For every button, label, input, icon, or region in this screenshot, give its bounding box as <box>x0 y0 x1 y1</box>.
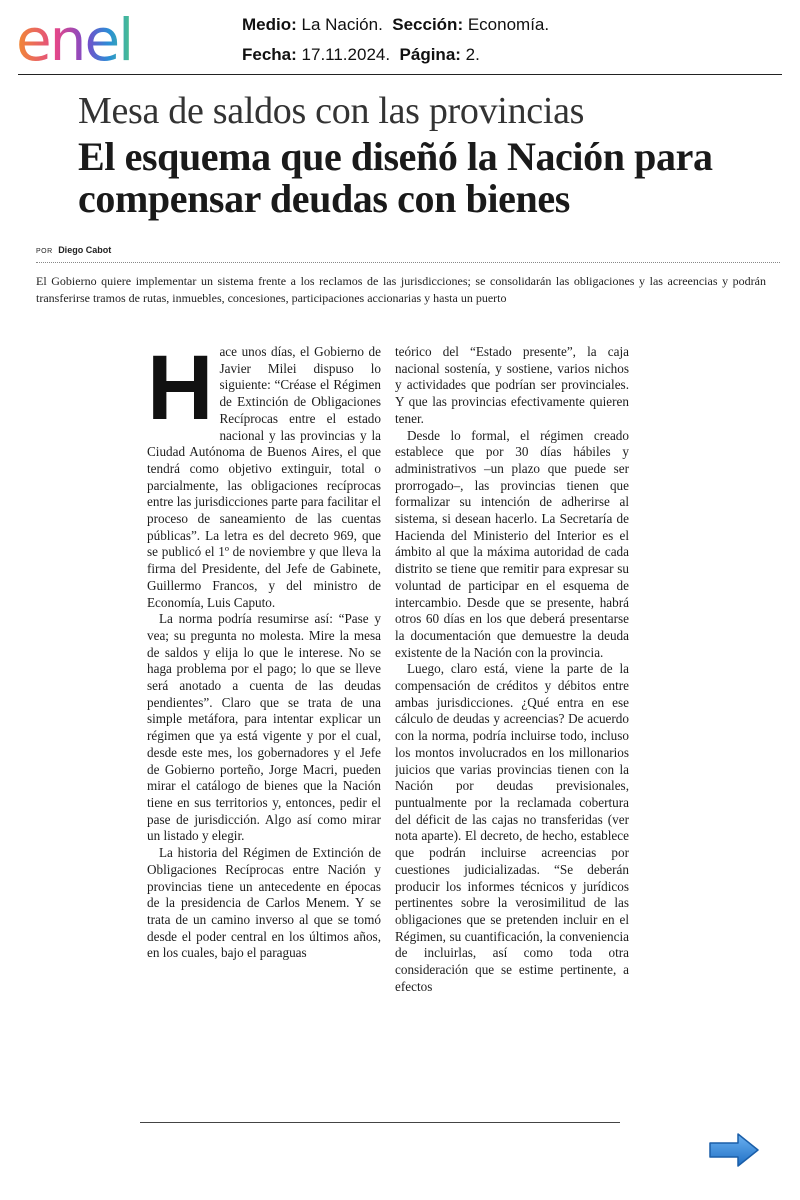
byline-prefix: POR <box>36 248 53 255</box>
medio-value: La Nación. <box>301 15 383 34</box>
pagina-label: Página: <box>399 45 461 64</box>
article-lede: El Gobierno quiere implementar un sistema frente a los reclamos de las jurisdicciones; se consolidarán las obligaciones y las acreencias y podrán transferirse tramos de rutas, inmuebles, concesiones, participaciones accionarias y hasta un puerto <box>36 274 766 305</box>
pagina-value: 2. <box>465 45 480 64</box>
paragraph-text: ace unos días, el Gobierno de Javier Milei dispuso lo siguiente: “Créase el Régimen de Extinción de Obligaciones Recíprocas entre el estado nacional y las provincias y la Ciudad Autónoma de Buenos Aires, el que tendrá como objetivo extinguir, total o parcialmente, las obligaciones recíprocas entre las jurisdicciones parte para facilitar el proceso de saneamiento de las cuentas públicas”. La letra es del decreto 969, que se publicó el 1º de noviembre y que lleva la firma del Presidente, del Jefe de Gabinete, Guillermo Francos, y del ministro de Economía, Luis Caputo. <box>147 344 381 610</box>
enel-logo <box>14 8 184 70</box>
article-kicker: Mesa de saldos con las provincias <box>78 90 585 132</box>
clipping-meta <box>242 10 549 70</box>
medio-label: Medio: <box>242 15 297 34</box>
byline-author: Diego Cabot <box>58 245 112 255</box>
body-paragraph: Luego, claro está, viene la parte de la compensación de créditos y débitos entre ambas jurisdicciones. ¿Qué entra en ese cálculo de deudas y acreencias? De acuerdo con la norma, podría incluirse todo, incluso los montos involucrados en los millonarios juicios que varias provincias tienen con la Nación por deudas previsionales, puntualmente por la reclamada cobertura del déficit de las cajas no transferidas (ver nota aparte). El decreto, de hecho, establece que podrán incluirse acreencias por cuestiones judicializadas. “Se deberán producir los informes técnicos y jurídicos pertinentes sobre la verosimilitud de las obligaciones que se pretenden incluir en el Régimen, su cuantificación, la conveniencia de incluirlas, así como toda otra consideración que se estime pertinente, a efectos <box>395 661 629 994</box>
fecha-label: Fecha: <box>242 45 297 64</box>
seccion-value: Economía. <box>467 15 550 34</box>
byline-divider <box>36 262 780 263</box>
body-paragraph: teórico del “Estado presente”, la caja nacional sostenía, y sostiene, varios nichos y actividades que podrían ser provinciales. Y que las provincias efectivamente quieren tener. <box>395 344 629 426</box>
meta-line-1 <box>242 10 549 40</box>
article-headline: El esquema que diseñó la Nación para compensar deudas con bienes <box>78 134 713 221</box>
header-divider <box>18 74 782 75</box>
arrow-right-icon[interactable] <box>706 1130 762 1170</box>
fecha-value: 17.11.2024. <box>301 45 391 64</box>
body-paragraph: La norma podría resumirse así: “Pase y vea; su pregunta no molesta. Mire la mesa de saldos y elija lo que le interese. No se haga problema por el pago; lo que se lleve será anotado a cuenta de las deudas pendientes”. Claro que se trata de una simple metáfora, para intentar explicar un régimen que ya está vigente y por el cual, desde este mes, los gobernadores y el Jefe de Gobierno porteño, Jorge Macri, pueden mirar el catálogo de bienes que la Nación tiene en sus territorios y, entonces, pedir el pase de jurisdicción. Algo así como mirar un listado y elegir. <box>147 611 381 844</box>
body-paragraph: La historia del Régimen de Extinción de Obligaciones Recíprocas entre Nación y provincias tiene un antecedente en épocas de la presidencia de Carlos Menem. Y se trata de un camino inverso al que se tomó desde el poder central en los últimos años, en los cuales, bajo el paraguas <box>147 845 381 961</box>
article-body <box>147 344 629 1079</box>
drop-cap: H <box>147 344 214 439</box>
seccion-label: Sección: <box>392 15 464 34</box>
footer-divider <box>140 1122 620 1123</box>
body-column-2 <box>395 344 629 1079</box>
body-column-1 <box>147 344 381 1079</box>
body-paragraph <box>147 344 381 611</box>
logo-text: enel <box>16 8 133 70</box>
byline <box>36 245 111 255</box>
body-paragraph: Desde lo formal, el régimen creado establece que por 30 días hábiles y administrativos –un plazo que puede ser prorrogado–, las provincias tienen que formalizar su intención de adherirse al sistema, si desean hacerlo. La Secretaría de Hacienda del Ministerio del Interior es el ámbito al que la máxima autoridad de cada distrito se tiene que remitir para expresar su voluntad de participar en el esquema de intercambio. Desde que se presente, habrá otros 60 días en los que deberá presentarse la documentación que demuestre la deuda existente de la Nación con la provincia. <box>395 427 629 660</box>
meta-line-2 <box>242 40 549 70</box>
